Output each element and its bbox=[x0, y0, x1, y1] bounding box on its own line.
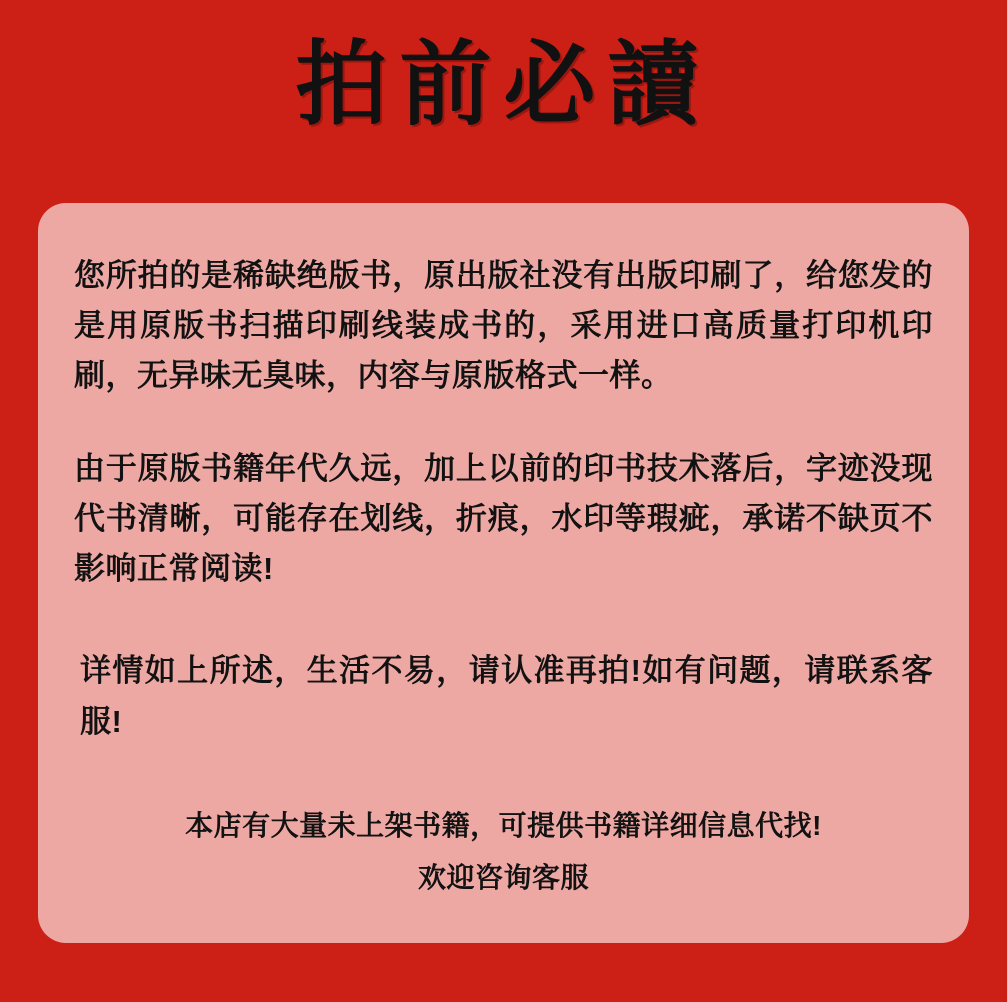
footer-note-line-1: 本店有大量未上架书籍，可提供书籍详细信息代找! bbox=[185, 809, 822, 841]
notice-panel bbox=[38, 203, 969, 943]
page-title: 拍前必讀 bbox=[295, 30, 712, 138]
notice-paragraph-2: 由于原版书籍年代久远，加上以前的印书技术落后，字迹没现代书清晰，可能存在划线，折痕，水印等瑕疵，承诺不缺页不影响正常阅读! bbox=[74, 450, 933, 587]
notice-paragraph-1: 您所拍的是稀缺绝版书，原出版社没有出版印刷了，给您发的是用原版书扫描印刷线装成书的，采用进口高质量打印机印刷，无异味无臭味，内容与原版格式一样。 bbox=[74, 258, 933, 394]
footer-note-line-2: 欢迎咨询客服 bbox=[417, 861, 589, 893]
notice-paragraph-3: 详情如上所述，生活不易，请认准再拍!如有问题，请联系客服! bbox=[80, 653, 933, 739]
